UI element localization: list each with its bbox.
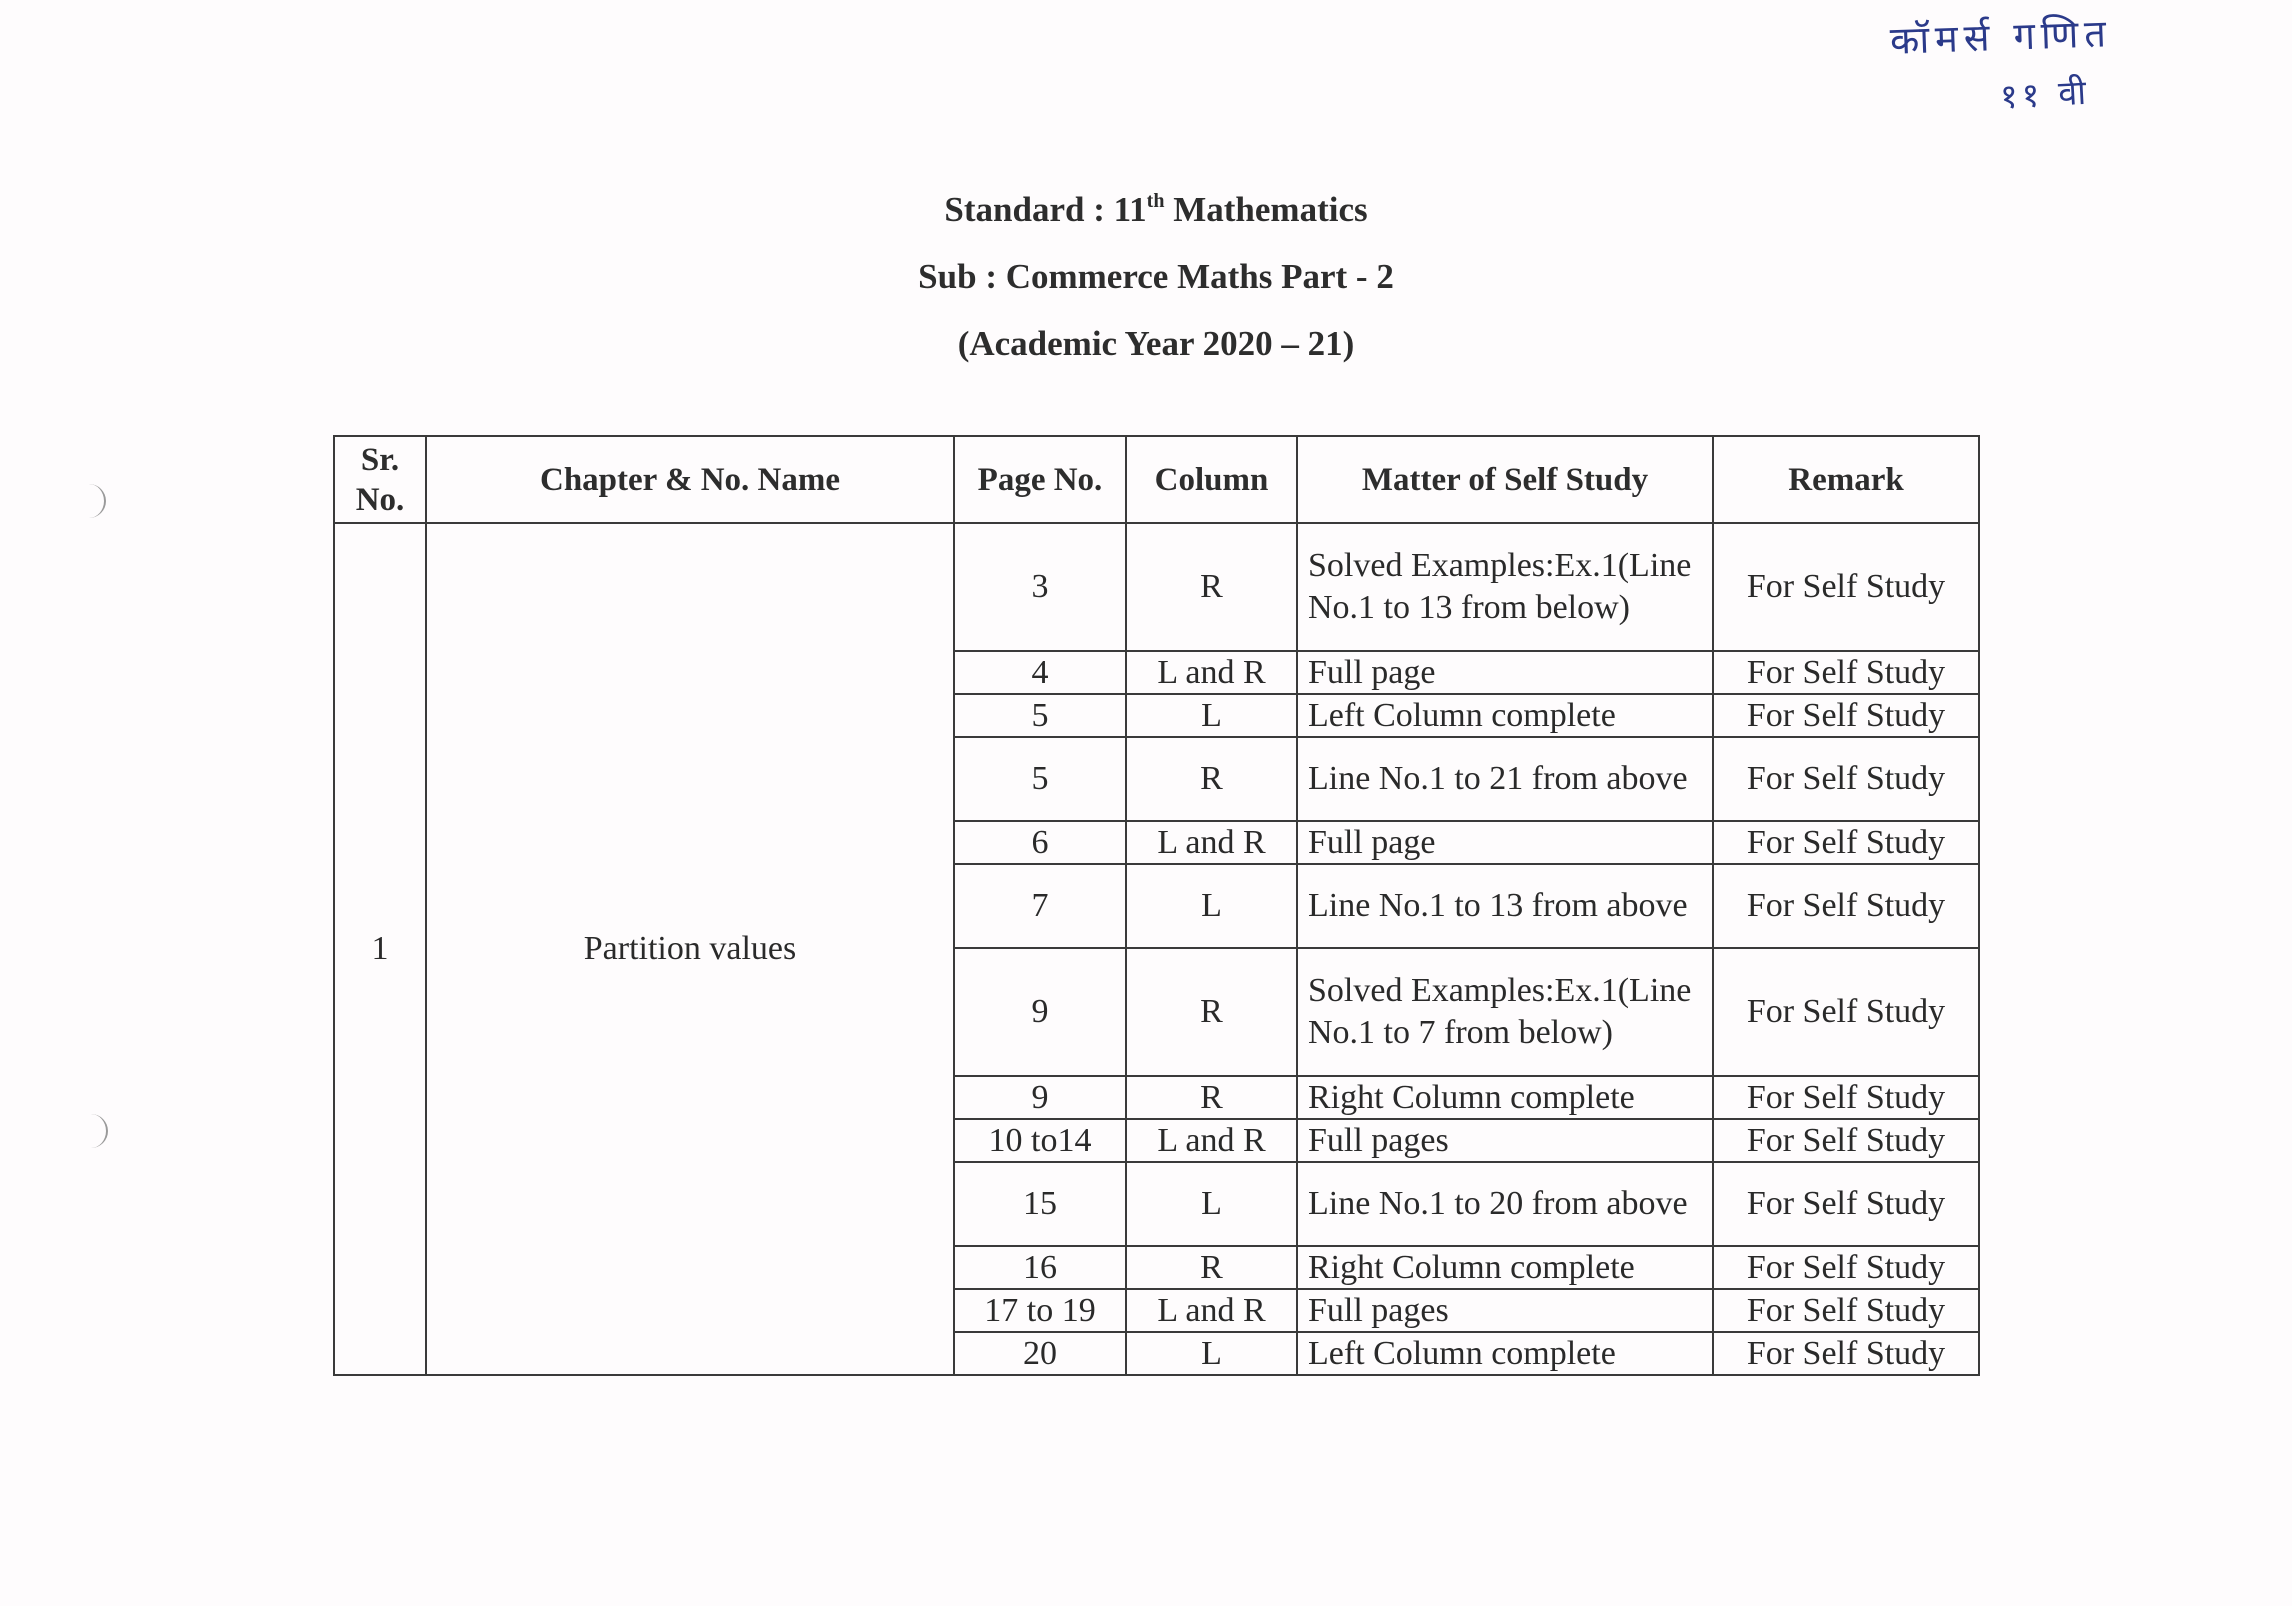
column-cell: R xyxy=(1126,1076,1297,1119)
page-cell: 7 xyxy=(954,864,1126,948)
matter-cell: Line No.1 to 20 from above xyxy=(1297,1162,1713,1246)
page-cell: 15 xyxy=(954,1162,1126,1246)
remark-cell: For Self Study xyxy=(1713,948,1979,1076)
remark-cell: For Self Study xyxy=(1713,1332,1979,1375)
header-column: Column xyxy=(1126,436,1297,523)
page-cell: 20 xyxy=(954,1332,1126,1375)
remark-cell: For Self Study xyxy=(1713,1076,1979,1119)
table-row xyxy=(334,523,1979,651)
standard-heading xyxy=(10,190,2292,230)
matter-cell: Full pages xyxy=(1297,1289,1713,1332)
standard-heading-suffix: Mathematics xyxy=(1164,190,1368,229)
matter-cell: Right Column complete xyxy=(1297,1246,1713,1289)
handwritten-note-subject: कॉमर्स गणित xyxy=(1889,11,2113,63)
remark-cell: For Self Study xyxy=(1713,1119,1979,1162)
punch-hole-mark xyxy=(84,1114,108,1148)
page-cell: 6 xyxy=(954,821,1126,864)
column-cell: L xyxy=(1126,1162,1297,1246)
matter-cell: Full page xyxy=(1297,651,1713,694)
column-cell: L and R xyxy=(1126,821,1297,864)
table-header-row xyxy=(334,436,1979,523)
page-cell: 5 xyxy=(954,694,1126,737)
matter-cell: Solved Examples:Ex.1(Line No.1 to 13 from below) xyxy=(1297,523,1713,651)
punch-hole-mark xyxy=(82,484,106,518)
header-chapter: Chapter & No. Name xyxy=(426,436,954,523)
chapter-name-cell: Partition values xyxy=(426,523,954,1375)
remark-cell: For Self Study xyxy=(1713,523,1979,651)
header-sr-no-line2: No. xyxy=(355,481,405,518)
header-sr-no-line1: Sr. xyxy=(360,441,400,478)
page-cell: 10 to14 xyxy=(954,1119,1126,1162)
remark-cell: For Self Study xyxy=(1713,821,1979,864)
handwritten-note xyxy=(1880,4,2200,124)
column-cell: L xyxy=(1126,1332,1297,1375)
matter-cell: Left Column complete xyxy=(1297,1332,1713,1375)
subject-heading: Sub : Commerce Maths Part - 2 xyxy=(918,257,1394,296)
page-cell: 16 xyxy=(954,1246,1126,1289)
matter-cell: Full pages xyxy=(1297,1119,1713,1162)
standard-heading-prefix: Standard : 11 xyxy=(944,190,1147,229)
matter-cell: Full page xyxy=(1297,821,1713,864)
header-sr-no xyxy=(334,436,426,523)
remark-cell: For Self Study xyxy=(1713,1162,1979,1246)
matter-cell: Right Column complete xyxy=(1297,1076,1713,1119)
header-matter: Matter of Self Study xyxy=(1297,436,1713,523)
column-cell: R xyxy=(1126,948,1297,1076)
page-cell: 9 xyxy=(954,1076,1126,1119)
matter-cell: Line No.1 to 21 from above xyxy=(1297,737,1713,821)
remark-cell: For Self Study xyxy=(1713,694,1979,737)
standard-heading-superscript: th xyxy=(1146,190,1165,212)
column-cell: L xyxy=(1126,694,1297,737)
matter-cell: Line No.1 to 13 from above xyxy=(1297,864,1713,948)
self-study-table xyxy=(333,435,1980,1376)
matter-cell: Left Column complete xyxy=(1297,694,1713,737)
column-cell: L and R xyxy=(1126,1289,1297,1332)
page-cell: 4 xyxy=(954,651,1126,694)
sr-no-cell: 1 xyxy=(334,523,426,1375)
matter-cell: Solved Examples:Ex.1(Line No.1 to 7 from below) xyxy=(1297,948,1713,1076)
remark-cell: For Self Study xyxy=(1713,737,1979,821)
academic-year-heading: (Academic Year 2020 – 21) xyxy=(957,324,1355,363)
page-cell: 9 xyxy=(954,948,1126,1076)
remark-cell: For Self Study xyxy=(1713,1246,1979,1289)
column-cell: R xyxy=(1126,523,1297,651)
page-cell: 17 to 19 xyxy=(954,1289,1126,1332)
column-cell: R xyxy=(1126,1246,1297,1289)
page-cell: 5 xyxy=(954,737,1126,821)
page-cell: 3 xyxy=(954,523,1126,651)
header-remark: Remark xyxy=(1713,436,1979,523)
column-cell: L and R xyxy=(1126,651,1297,694)
remark-cell: For Self Study xyxy=(1713,1289,1979,1332)
column-cell: L xyxy=(1126,864,1297,948)
remark-cell: For Self Study xyxy=(1713,864,1979,948)
handwritten-note-standard: ११ वी xyxy=(1999,72,2091,118)
column-cell: L and R xyxy=(1126,1119,1297,1162)
remark-cell: For Self Study xyxy=(1713,651,1979,694)
header-page-no: Page No. xyxy=(954,436,1126,523)
column-cell: R xyxy=(1126,737,1297,821)
